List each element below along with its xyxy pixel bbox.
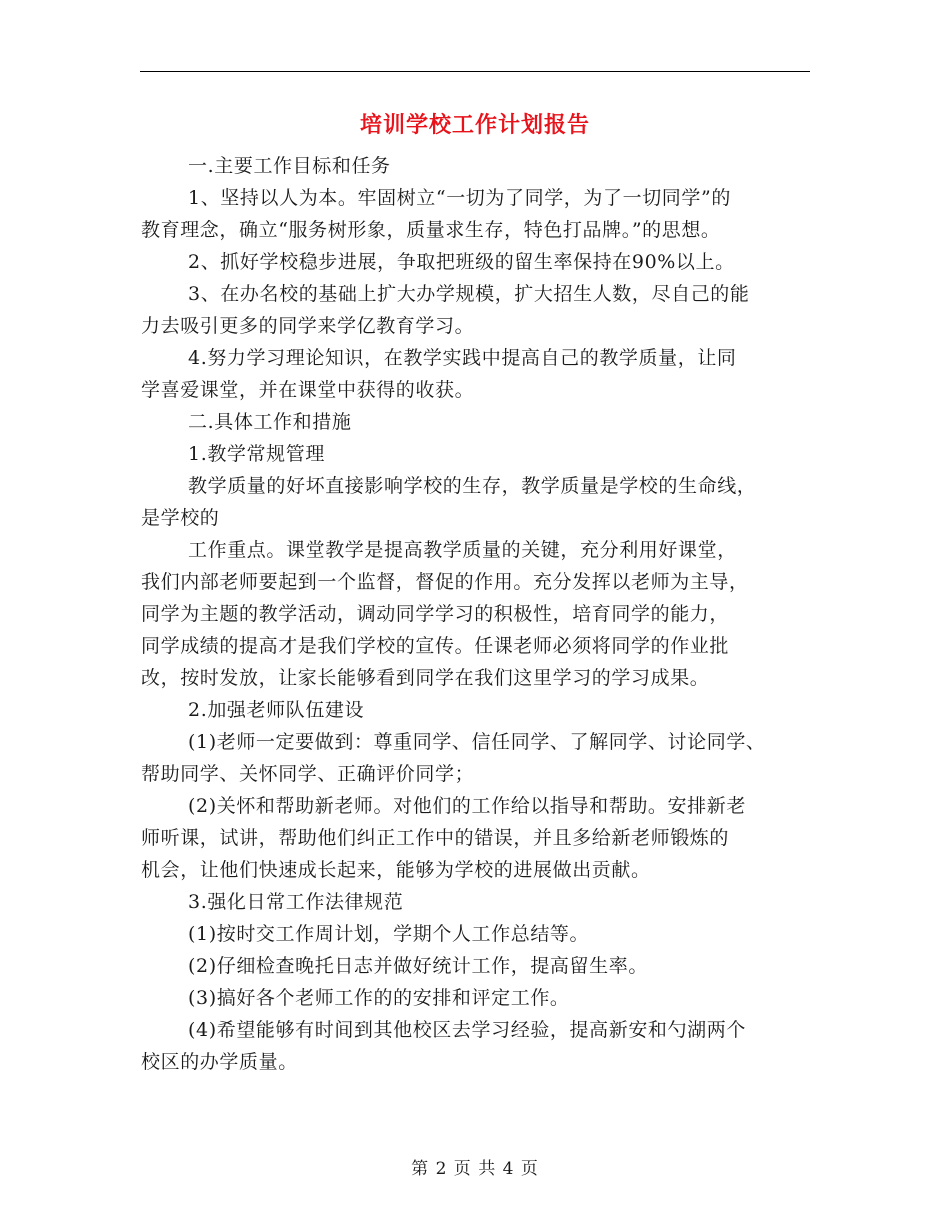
text-line: 教育理念，确立“服务树形象，质量求生存，特色打品牌。”的思想。 — [141, 219, 721, 241]
document-body — [141, 150, 831, 1078]
text-line: 1、坚持以人为本。牢固树立“一切为了同学，为了一切同学”的 — [188, 187, 731, 209]
text-line: 同学成绩的提高才是我们学校的宣传。任课老师必须将同学的作业批 — [141, 635, 730, 657]
text-line: 教学质量的好坏直接影响学校的生存，教学质量是学校的生命线， — [188, 475, 757, 497]
text-line: 师听课，试讲，帮助他们纠正工作中的错误，并且多给新老师锻炼的 — [141, 827, 730, 849]
text-line: (4)希望能够有时间到其他校区去学习经验，提高新安和勺湖两个 — [188, 1019, 746, 1041]
text-line: 2.加强老师队伍建设 — [188, 699, 365, 721]
text-line: 帮助同学、关怀同学、正确评价同学； — [141, 763, 475, 785]
text-line: 改，按时发放，让家长能够看到同学在我们这里学习的学习成果。 — [141, 667, 710, 689]
document-title: 培训学校工作计划报告 — [359, 112, 590, 138]
text-line: (2)关怀和帮助新老师。对他们的工作给以指导和帮助。安排新老 — [188, 795, 746, 817]
text-line: (1)按时交工作周计划，学期个人工作总结等。 — [188, 923, 590, 945]
text-line: 我们内部老师要起到一个监督，督促的作用。充分发挥以老师为主导， — [141, 571, 749, 593]
text-line: 力去吸引更多的同学来学亿教育学习。 — [141, 315, 475, 337]
text-line: (2)仔细检查晚托日志并做好统计工作，提高留生率。 — [188, 955, 648, 977]
text-line: 工作重点。课堂教学是提高教学质量的关键，充分利用好课堂， — [188, 539, 737, 561]
text-line: 同学为主题的教学活动，调动同学学习的积极性，培育同学的能力， — [141, 603, 730, 625]
text-line: (1)老师一定要做到：尊重同学、信任同学、了解同学、讨论同学、 — [188, 731, 766, 753]
text-line: 二.具体工作和措施 — [188, 411, 352, 433]
text-line: 3、在办名校的基础上扩大办学规模，扩大招生人数，尽自己的能 — [188, 283, 750, 305]
text-line: 2、抓好学校稳步进展，争取把班级的留生率保持在90%以上。 — [188, 251, 735, 273]
text-line: 学喜爱课堂，并在课堂中获得的收获。 — [141, 379, 475, 401]
text-line: 是学校的 — [141, 507, 220, 529]
header-rule — [140, 71, 810, 72]
page-number: 第 2 页 共 4 页 — [411, 1159, 539, 1179]
text-line: 一.主要工作目标和任务 — [188, 155, 391, 177]
text-line: 4.努力学习理论知识，在教学实践中提高自己的教学质量，让同 — [188, 347, 737, 369]
text-line: 校区的办学质量。 — [141, 1051, 298, 1073]
text-line: 3.强化日常工作法律规范 — [188, 891, 404, 913]
text-line: 机会，让他们快速成长起来，能够为学校的进展做出贡献。 — [141, 859, 651, 881]
text-line: (3)搞好各个老师工作的的安排和评定工作。 — [188, 987, 570, 1009]
text-line: 1.教学常规管理 — [188, 443, 325, 465]
